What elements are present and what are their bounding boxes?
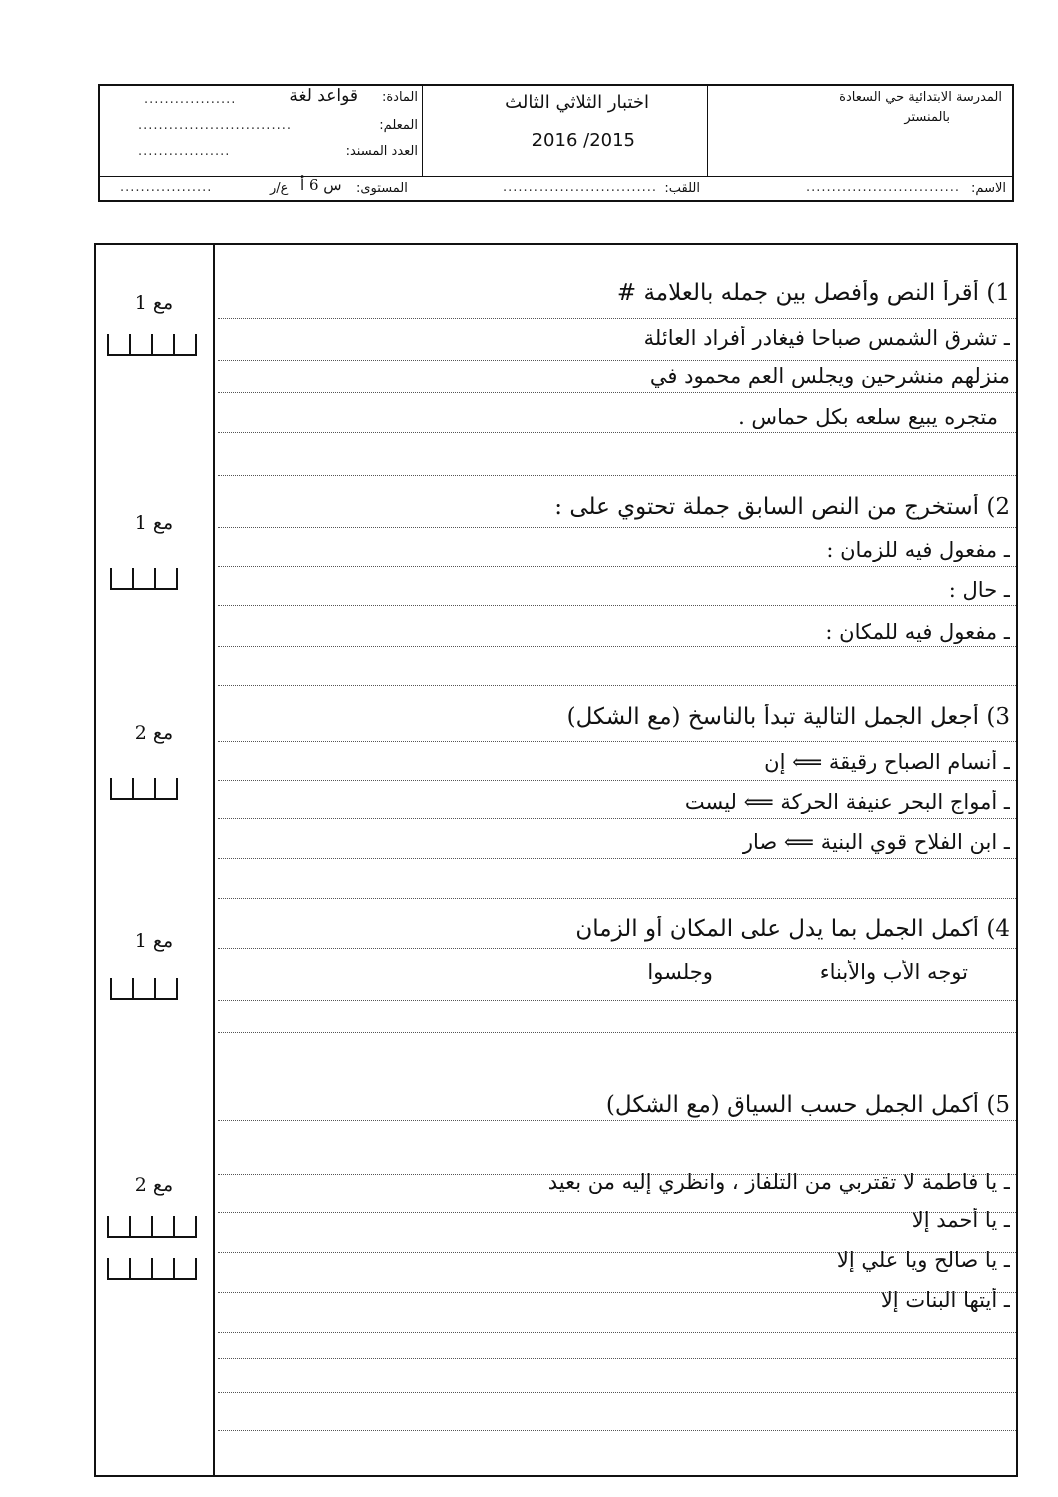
question-2-line: ـ مفعول فيه للمكان :	[825, 620, 1010, 644]
grade-box	[129, 1258, 151, 1280]
ruled-line	[218, 685, 1016, 686]
question-3-title: 3) أجعل الجمل التالية تبدأ بالناسخ (مع الشكل)	[566, 704, 1010, 730]
exam-cell	[422, 86, 707, 176]
question-5-grade: مع 2	[134, 1174, 174, 1196]
ruled-line	[218, 898, 1016, 899]
name-dots: ..............................	[806, 180, 960, 195]
grade-box	[110, 778, 132, 800]
level-dots: ..................	[120, 180, 213, 195]
ruled-line	[218, 741, 1016, 742]
grade-column-divider	[213, 243, 215, 1477]
question-3-grade: مع 2	[134, 722, 174, 744]
question-5-title: 5) أكمل الجمل حسب السياق (مع الشكل)	[605, 1092, 1010, 1118]
question-3-line: ـ أنسام الصباح رقيقة ⟸ إن	[764, 750, 1010, 774]
grade-box	[151, 1216, 173, 1238]
score-label: العدد المسند:	[345, 144, 418, 159]
grade-box	[107, 1216, 129, 1238]
school-name: المدرسة الابتدائية حي السعادة	[839, 90, 1002, 105]
question-1-line: منزلهم منشرحين ويجلس العم محمود في	[649, 364, 1010, 388]
question-4-line: توجه الأب والأبناء وجلسوا	[647, 960, 968, 984]
question-3-line: ـ ابن الفلاح قوي البنية ⟸ صار	[742, 830, 1010, 854]
level-label: المستوى:	[356, 181, 408, 196]
exam-header	[98, 84, 1014, 202]
ruled-line	[218, 605, 1016, 606]
teacher-label: المعلم:	[379, 118, 418, 133]
grade-box	[110, 568, 132, 590]
grade-box	[151, 334, 173, 356]
ruled-line	[218, 1430, 1016, 1431]
question-2-title: 2) أستخرج من النص السابق جملة تحتوي على :	[554, 494, 1010, 520]
meta-cell	[100, 86, 424, 176]
ruled-line	[218, 1032, 1016, 1033]
grade-box	[154, 778, 178, 800]
grade-box	[173, 1216, 197, 1238]
ruled-line	[218, 948, 1016, 949]
ruled-line	[218, 1358, 1016, 1359]
grade-box	[173, 1258, 197, 1280]
question-5-line: ـ يا صالح ويا علي إلا	[836, 1248, 1010, 1272]
question-1-title: 1) أقرأ النص وأفصل بين جمله بالعلامة #	[616, 280, 1010, 306]
question-5-grade-boxes-row-1	[107, 1216, 197, 1238]
ruled-line	[218, 1120, 1016, 1121]
subject-value: قواعد لغة	[289, 86, 358, 106]
school-year: 2016 /2015	[531, 130, 635, 151]
grade-box	[107, 1258, 129, 1280]
score-dots: ..................	[138, 144, 231, 159]
question-5-grade-boxes-row-2	[107, 1258, 197, 1280]
grade-box	[129, 334, 151, 356]
grade-box	[132, 778, 154, 800]
ruled-line	[218, 1392, 1016, 1393]
question-1-grade: مع 1	[134, 292, 174, 314]
question-5-line: ـ يا فاطمة لا تقتربي من التلفاز ، وانظري إليه من بعيد	[547, 1170, 1010, 1194]
level-suffix: ع/ر	[270, 181, 289, 196]
question-1-grade-boxes	[107, 334, 197, 356]
exam-title: اختبار الثلاثي الثالث	[505, 92, 649, 113]
surname-dots: ..............................	[503, 180, 657, 195]
school-city: بالمنستر	[904, 110, 950, 125]
ruled-line	[218, 858, 1016, 859]
ruled-line	[218, 360, 1016, 361]
question-4-title: 4) أكمل الجمل بما يدل على المكان أو الزمان	[575, 916, 1010, 942]
grade-box	[110, 978, 132, 1000]
question-1-line: ـ تشرق الشمس صباحا فيغادر أفراد العائلة	[643, 326, 1010, 350]
teacher-dots: ..............................	[138, 118, 292, 133]
surname-label: اللقب:	[664, 181, 700, 196]
ruled-line	[218, 566, 1016, 567]
question-2-line: ـ حال :	[948, 578, 1010, 602]
grade-box	[173, 334, 197, 356]
ruled-line	[218, 392, 1016, 393]
ruled-line	[218, 1332, 1016, 1333]
grade-box	[132, 978, 154, 1000]
school-cell	[707, 86, 1012, 176]
question-4-grade: مع 1	[134, 930, 174, 952]
grade-box	[132, 568, 154, 590]
student-row	[100, 176, 1012, 202]
ruled-line	[218, 475, 1016, 476]
question-2-grade: مع 1	[134, 512, 174, 534]
ruled-line	[218, 818, 1016, 819]
subject-label: المادة:	[381, 90, 418, 105]
question-5-line: ـ أيتها البنات إلا	[880, 1288, 1010, 1312]
grade-box	[154, 978, 178, 1000]
ruled-line	[218, 780, 1016, 781]
level-value: س 6 أ	[300, 176, 342, 194]
question-4-grade-boxes	[110, 978, 178, 1000]
ruled-line	[218, 318, 1016, 319]
grade-box	[107, 334, 129, 356]
ruled-line	[218, 1000, 1016, 1001]
question-5-line: ـ يا أحمد إلا	[911, 1208, 1010, 1232]
ruled-line	[218, 646, 1016, 647]
question-2-line: ـ مفعول فيه للزمان :	[826, 538, 1010, 562]
question-1-line: متجره يبيع سلعه بكل حماس .	[738, 405, 998, 429]
grade-box	[151, 1258, 173, 1280]
grade-box	[129, 1216, 151, 1238]
subject-dots: ..................	[144, 92, 237, 107]
question-3-grade-boxes	[110, 778, 178, 800]
ruled-line	[218, 527, 1016, 528]
question-2-grade-boxes	[110, 568, 178, 590]
name-label: الاسم:	[971, 181, 1006, 196]
question-3-line: ـ أمواج البحر عنيفة الحركة ⟸ ليست	[684, 790, 1010, 814]
ruled-line	[218, 432, 1016, 433]
grade-box	[154, 568, 178, 590]
